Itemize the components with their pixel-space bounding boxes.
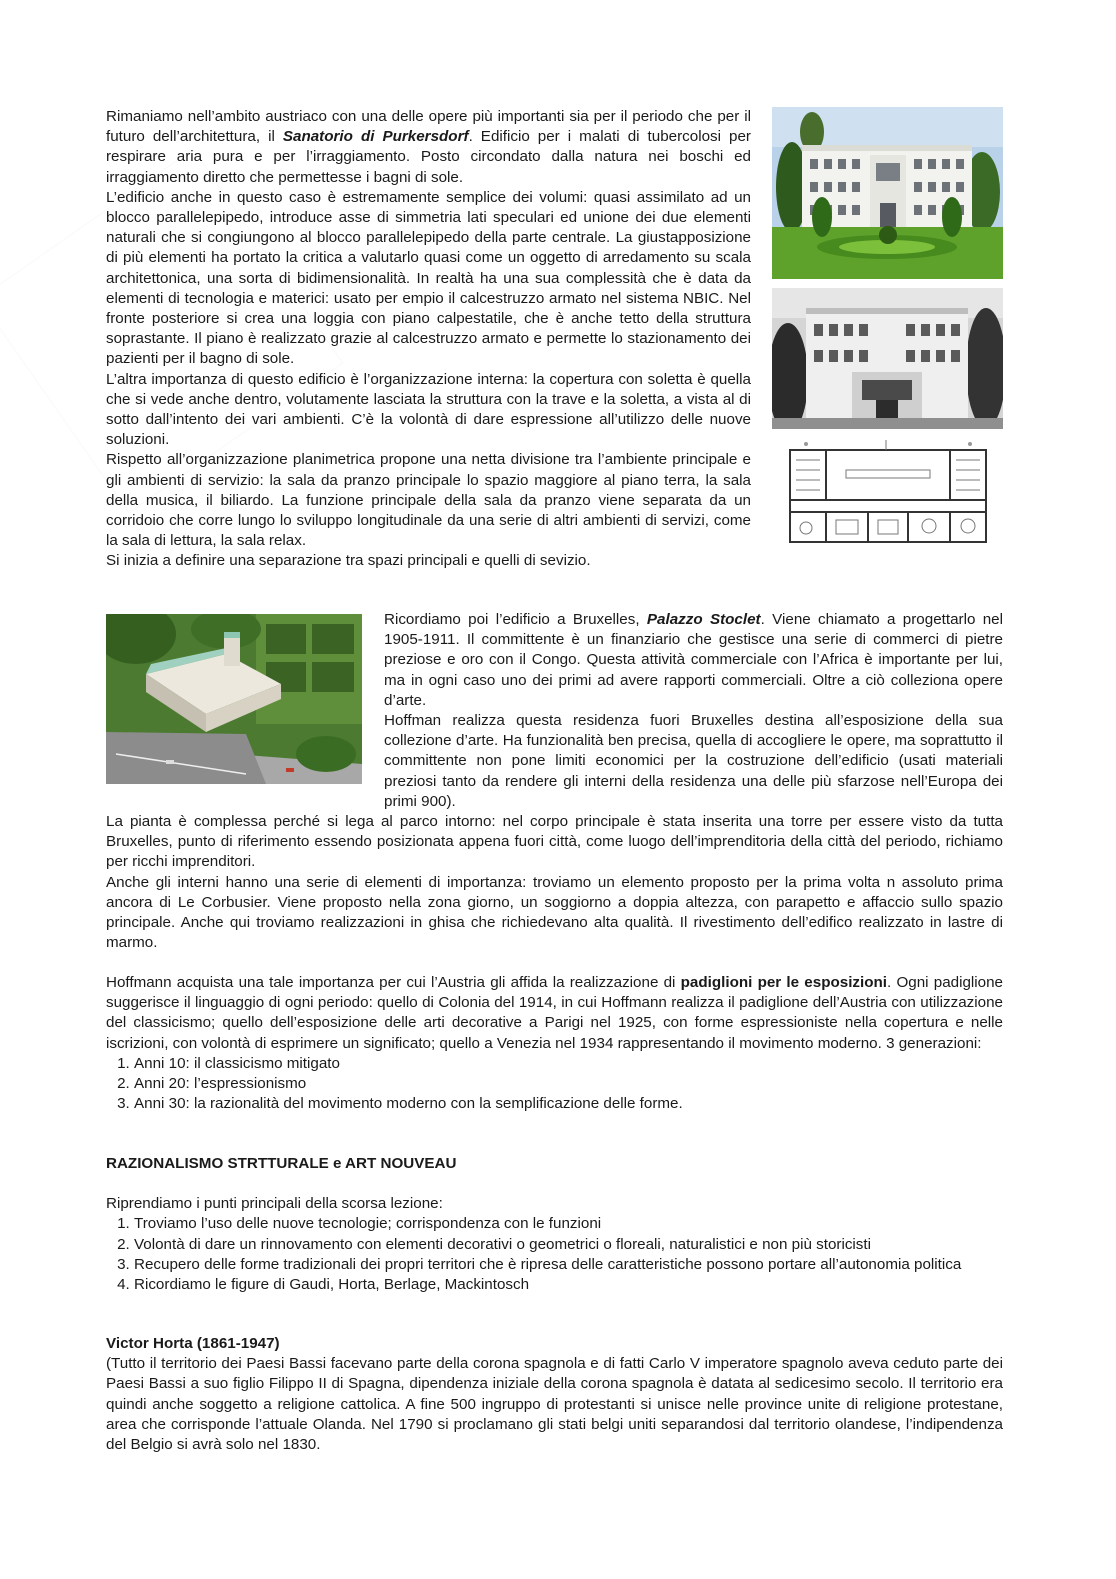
building-name: Sanatorio di Purkersdorf — [282, 128, 469, 146]
section-stoclet-detail — [106, 812, 1003, 953]
list-item: 1. Anni 10: il classicismo mitigato — [134, 1054, 1003, 1074]
points-list — [106, 1214, 1003, 1295]
paragraph: Rimaniamo nell’ambito austriaco con una delle opere più importanti sia per il periodo che per il futuro dell’architettura, il Sanatorio di Purkersdorf. Edificio per i malati di tubercolosi per respirare aria pura e per l’irraggiamento. Posto circondato dalla natura nei boschi ed irraggiamento diretto che permettesse i bagni di sole. — [106, 108, 751, 186]
sanatorio-color-photo — [772, 107, 1003, 279]
paragraph: Anche gli interni hanno una serie di elementi di importanza: troviamo un elemento proposto per la prima volta n assoluto prima ancora di Le Corbusier. Viene proposto nella zona giorno, un soggiorno a doppia altezza, con parapetto e affaccio sullo spazio principale. Anche qui troviamo realizzazioni in ghisa che richiedevano alta qualità. Il rivestimento dell’edifico realizzato in lastre di marmo. — [106, 873, 1003, 952]
paragraph: La pianta è complessa perché si lega al parco intorno: nel corpo principale è stata inserita una torre per essere visto da tutta Bruxelles, punto di riferimento essendo posizionata appena fuori città, come luogo dell’imprenditoria della città del periodo, richiamo per ricchi imprenditori. — [106, 813, 1003, 871]
section-sanatorio — [106, 107, 751, 572]
list-item: 1. Troviamo l’uso delle nuove tecnologie; corrispondenza con le funzioni — [134, 1214, 1003, 1234]
paragraph: Hoffmann acquista una tale importanza per cui l’Austria gli affida la realizzazione di padiglioni per le esposizioni. Ogni padiglione suggerisce il linguaggio di ogni periodo: quello di Colonia del 1914, in cui Hoffmann realizza il padiglione dell’Austria con utilizzazione del classicismo; quello dell’esposizione delle arti decorative a Parigi nel 1925, con forme espressioniste nella copertura e nelle iscrizioni, con volontà di esprimere un significato; quello a Venezia nel 1934 rappresentando il movimento moderno. 3 generazioni: — [106, 974, 1003, 1052]
building-name: Palazzo Stoclet — [646, 611, 761, 628]
paragraph: L’altra importanza di questo edificio è l’organizzazione interna: la copertura con soletta è quella che si vede anche dentro, volutamente lasciata la struttura con la trave e la soletta, a vista al di sotto dall’intento dei vari ambienti. C’è la volontà di dare espressione all’utilizzo delle nuove soluzioni. — [106, 370, 751, 449]
paragraph: Riprendiamo i punti principali della scorsa lezione: — [106, 1195, 443, 1213]
section-stoclet-intro — [384, 610, 1003, 812]
section-heading: RAZIONALISMO STRTTURALE e ART NOUVEAU — [106, 1155, 457, 1172]
generations-list — [106, 1054, 1003, 1115]
paragraph: Hoffman realizza questa residenza fuori Bruxelles destina all’esposizione della sua collezione d’arte. Ha funzionalità ben precisa, quella di accogliere le opere, ma soprattutto il committente non pone limiti economici per la costruzione dell’edificio (usati materiali preziosi tanto da rendere gli interni della residenza una delle più sfarzose nell’Europa dei primi 900). — [384, 712, 1003, 810]
sanatorio-bw-photo — [772, 288, 1003, 429]
list-item: 4. Ricordiamo le figure di Gaudi, Horta, Berlage, Mackintosch — [134, 1275, 1003, 1295]
paragraph: Rispetto all’organizzazione planimetrica propone una netta divisione tra l’ambiente principale e gli ambienti di servizio: la sala da pranzo principale lo spazio maggiore al piano terra, la sala della musica, il biliardo. La funzione principale della sala da pranzo viene separata da un corridoio che corre lungo lo sviluppo longitudinale da una serie di altri ambienti di servizi, come la sala di lettura, la sala relax. — [106, 451, 751, 550]
sanatorio-floor-plan — [786, 440, 990, 550]
paragraph: (Tutto il territorio dei Paesi Bassi facevano parte della corona spagnola e di fatti Carlo V imperatore spagnolo aveva ceduto parte dei Paesi Bassi a suo figlio Filippo II di Spagna, dipendenza iniziale della corona spagnola è datata al sedicesimo secolo. Il territorio era quindi anche soggetto a religione cattolica. A fine 500 ingruppo di protestanti si unisce nelle province unite di religione protestane, area che corrisponde l’attuale Olanda. Nel 1790 si proclamano gli stati belgi uniti separandosi dal territorio olandese, l’indipendenza del Belgio si avrà solo nel 1830. — [106, 1355, 1003, 1454]
paragraph: Ricordiamo poi l’edificio a Bruxelles, Palazzo Stoclet. Viene chiamato a progettarlo nel 1905-1911. Il committente è un finanziario che gestisce una serie di commerci di pietre preziose e oro con il Congo. Questa attività commerciale con l’Africa è importante per lui, ma in ogni caso uno dei primi ad avere rapporti commerciali. Oltre a ciò colleziona opere d’arte. — [384, 611, 1004, 709]
section-padiglioni — [106, 973, 1003, 1114]
paragraph: L’edificio anche in questo caso è estremamente semplice dei volumi: quasi assimilato ad un blocco parallelepipedo, introduce asse di simmetria lati speculari ed unione dei due elementi naturali che si congiungono al blocco parallelepipedo della parte centrale. La giustapposizione di più elementi ha portato la critica a valutarlo quasi come un oggetto di arredamento su scala architettonica, una sorta di bidimensionalità. In realtà ha una sua complessità che è data da elementi di tecnologia e materici: usato per empio il calcestruzzo armato nel sistema NBIC. Nel fronte posteriore si crea una loggia con piano calpestatile, che è anche tetto della struttura soprastante. Il piano è realizzato grazie al calcestruzzo armato e permette lo stazionamento dei pazienti per il bagno di sole. — [106, 188, 751, 368]
list-item: 3. Recupero delle forme tradizionali dei propri territori che è ripresa delle caratteristiche possono portare all’autonomia politica — [134, 1255, 1003, 1275]
list-item: 2. Volontà di dare un rinnovamento con elementi decorativi o geometrici o floreali, naturalistici e non più storicisti — [134, 1235, 1003, 1255]
paragraph: Si inizia a definire una separazione tra spazi principali e quelli di sevizio. — [106, 552, 591, 570]
section-heading: Victor Horta (1861-1947) — [106, 1335, 280, 1352]
section-razionalismo — [106, 1154, 1003, 1295]
bold-term: padiglioni per le esposizioni — [680, 974, 888, 991]
section-horta — [106, 1334, 1003, 1455]
list-item: 2. Anni 20: l’espressionismo — [134, 1074, 1003, 1094]
list-item: 3. Anni 30: la razionalità del movimento moderno con la semplificazione delle forme. — [134, 1094, 1003, 1114]
palazzo-stoclet-photo — [106, 614, 362, 784]
